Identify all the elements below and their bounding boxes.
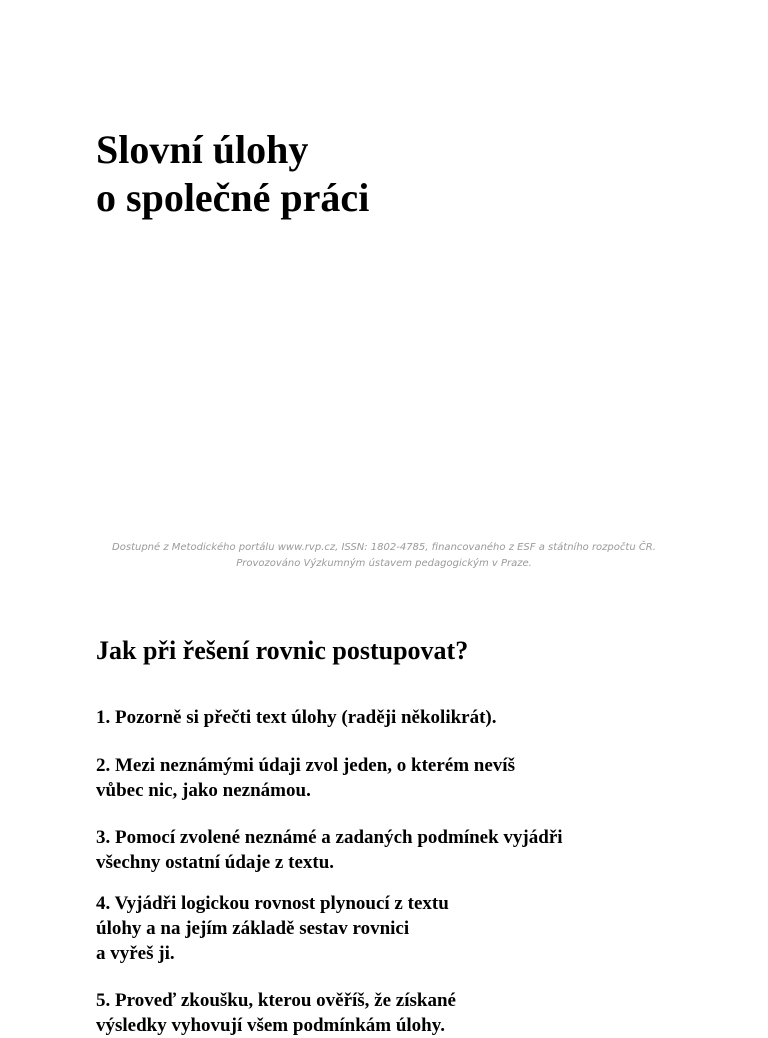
source-note-line-1: Dostupné z Metodického portálu www.rvp.cz, ISSN: 1802-4785, financovaného z ESF a státního rozpočtu ČR. — [112, 542, 656, 553]
step-line: 1. Pozorně si přečti text úlohy (raději několikrát). — [96, 707, 497, 728]
step-3 — [96, 825, 563, 875]
step-5 — [96, 988, 456, 1038]
title-line-1: Slovní úlohy — [96, 127, 309, 172]
source-note-line-2: Provozováno Výzkumným ústavem pedagogickým v Praze. — [236, 558, 532, 569]
step-1 — [96, 705, 497, 730]
step-2 — [96, 753, 515, 803]
step-line: úlohy a na jejím základě sestav rovnici — [96, 918, 410, 939]
step-line: všechny ostatní údaje z textu. — [96, 852, 335, 873]
step-line: výsledky vyhovují všem podmínkám úlohy. — [96, 1015, 445, 1036]
title-line-2: o společné práci — [96, 175, 370, 220]
section-heading: Jak při řešení rovnic postupovat? — [96, 636, 469, 665]
step-line: a vyřeš ji. — [96, 943, 175, 964]
step-line: 5. Proveď zkoušku, kterou ověříš, že získané — [96, 990, 456, 1011]
step-line: vůbec nic, jako neznámou. — [96, 780, 311, 801]
step-line: 2. Mezi neznámými údaji zvol jeden, o kterém nevíš — [96, 755, 515, 776]
document-title — [96, 126, 369, 222]
source-note — [0, 540, 768, 572]
step-4 — [96, 891, 449, 966]
step-line: 3. Pomocí zvolené neznámé a zadaných podmínek vyjádři — [96, 827, 563, 848]
step-line: 4. Vyjádři logickou rovnost plynoucí z textu — [96, 893, 449, 914]
